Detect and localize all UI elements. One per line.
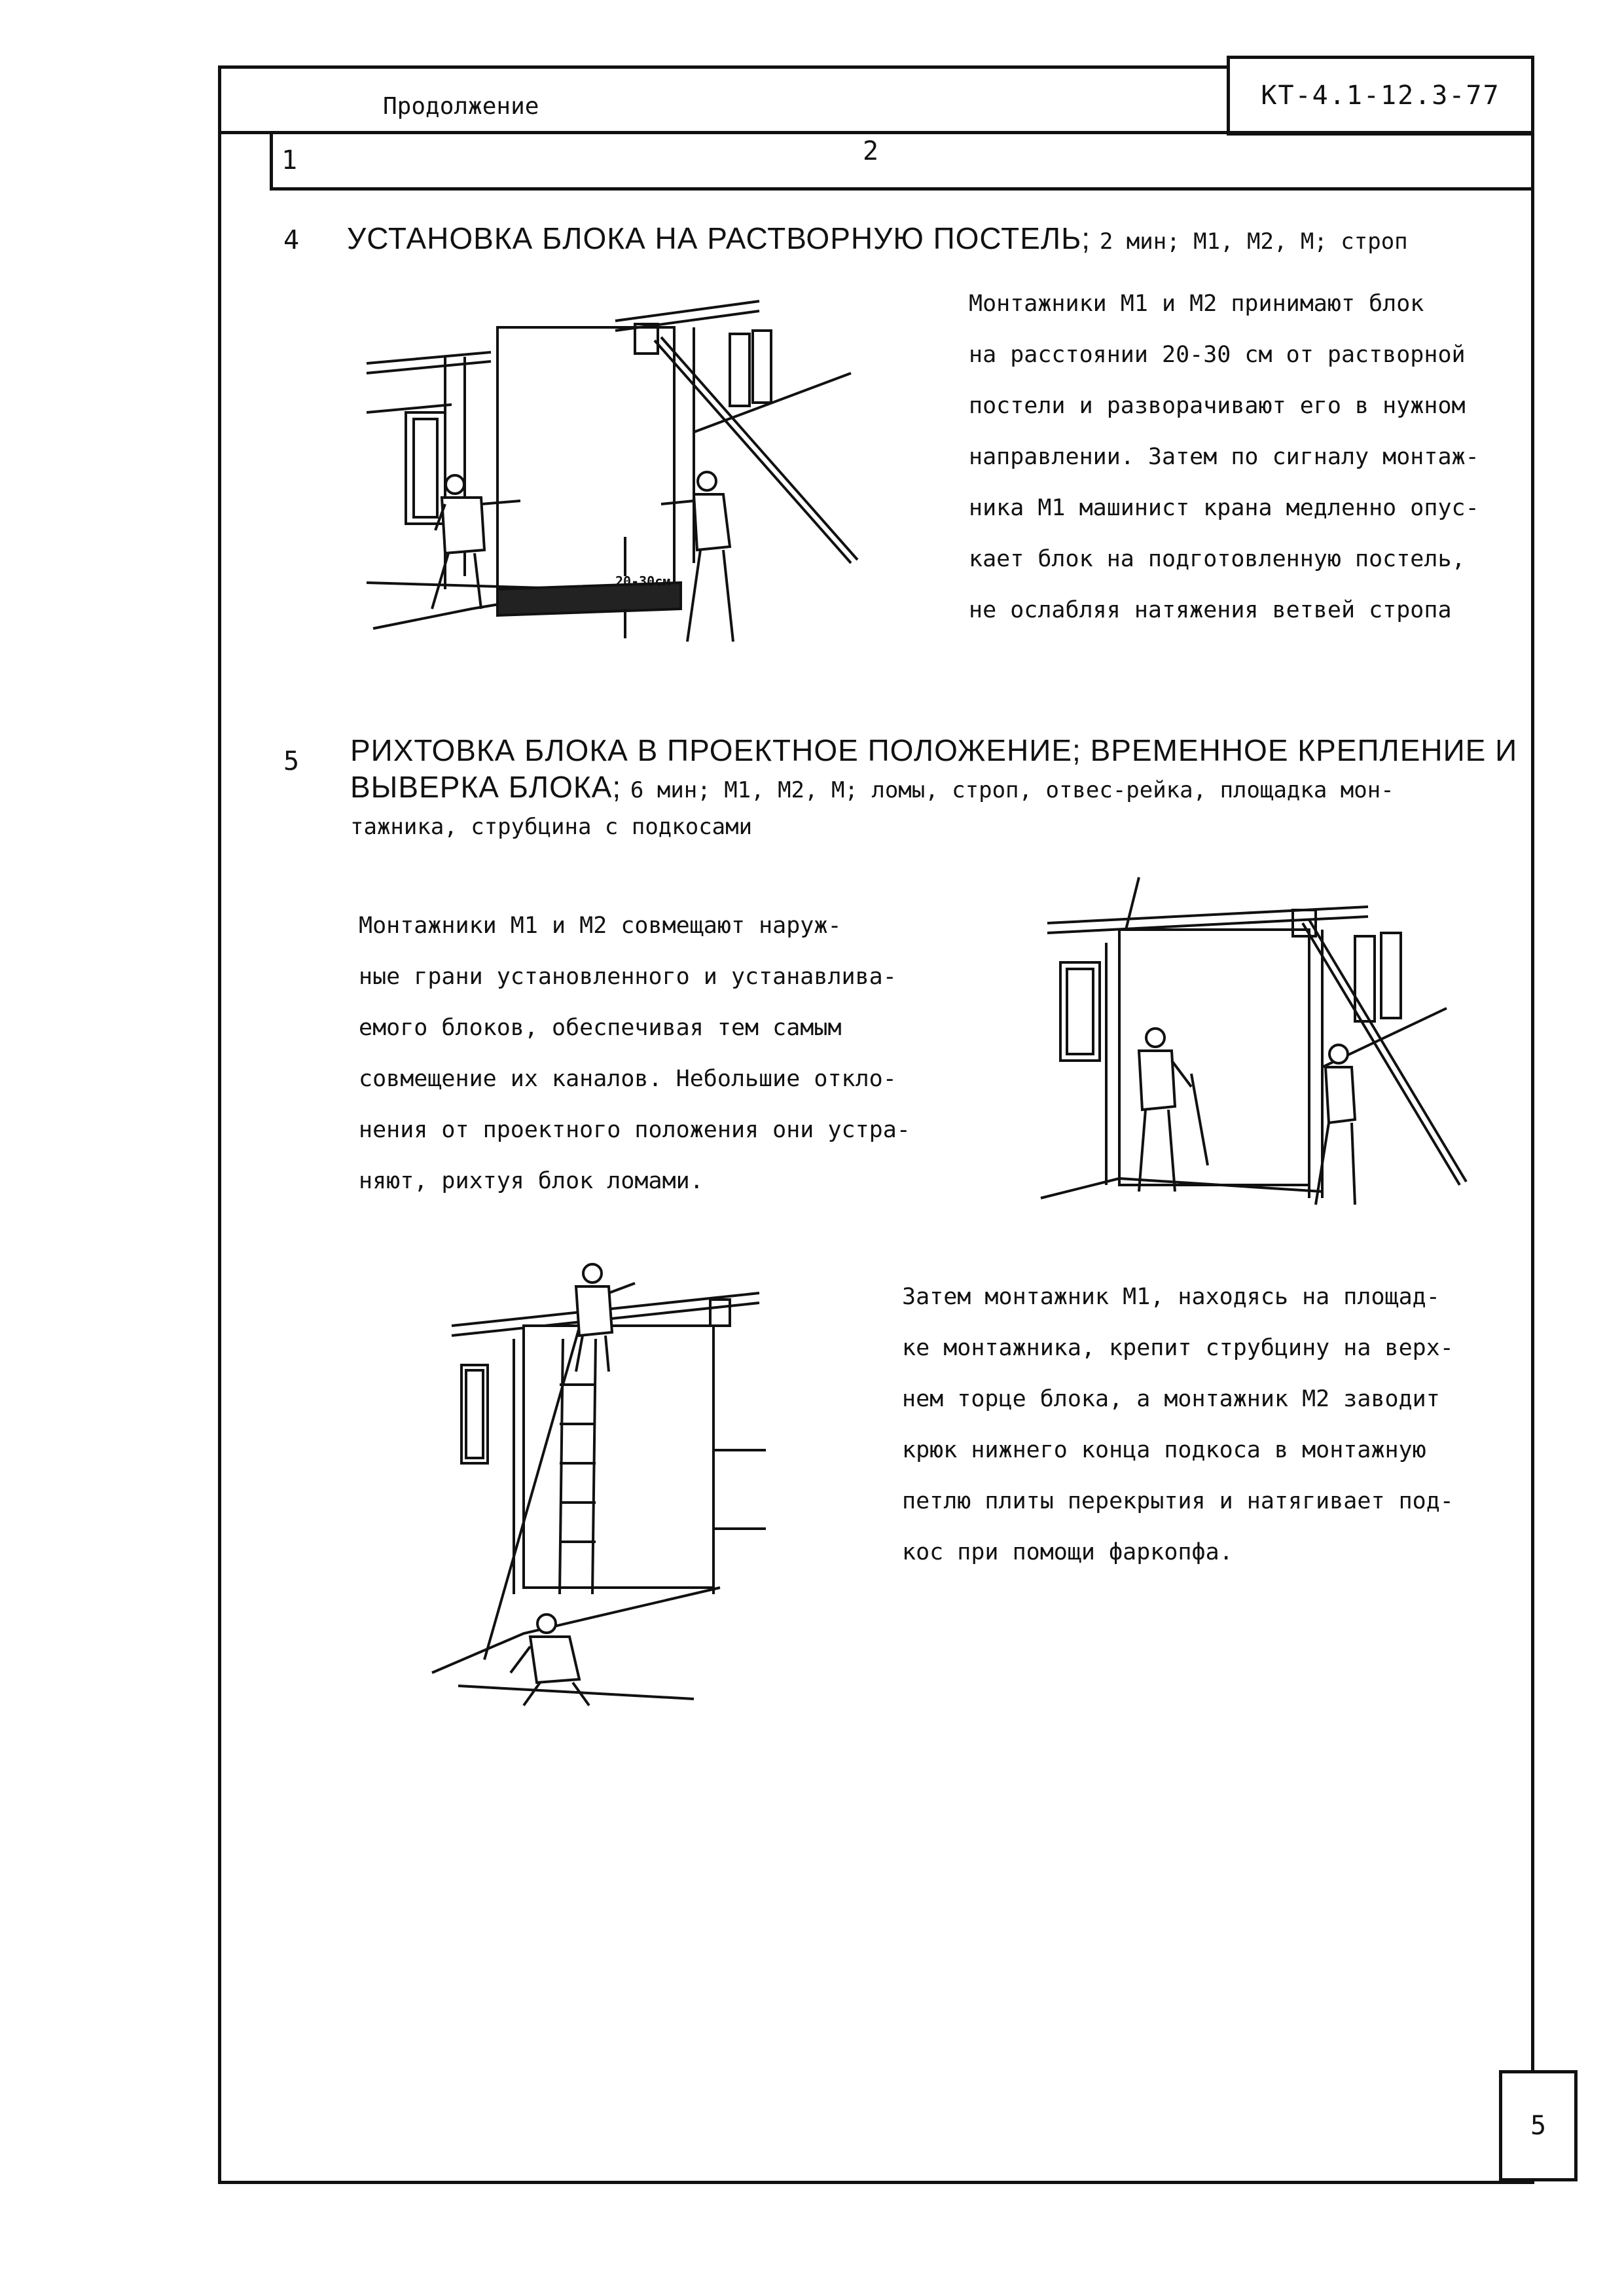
step-5-paragraph-1 <box>359 900 911 1207</box>
step-5-meta-line-2: тажника, струбцина с подкосами <box>350 814 753 840</box>
step-5-heading <box>350 732 1517 845</box>
step-5-title-line-2: ВЫВЕРКА БЛОКА; <box>350 770 622 804</box>
header-divider <box>218 131 1534 134</box>
step-4-meta: 2 мин; M1, M2, M; строп <box>1099 228 1408 255</box>
column-1-label: 1 <box>281 145 298 175</box>
step-4-illustration <box>367 301 923 655</box>
step-5-meta-line-1: 6 мин; M1, M2, M; ломы, строп, отвес-рейка, площадка мон- <box>630 777 1394 803</box>
step-5-rectification-illustration <box>1041 871 1486 1211</box>
step-4-line-3: постели и разворачивают его в нужном <box>969 393 1466 419</box>
column-2-label: 2 <box>863 136 879 166</box>
step-5-number: 5 <box>283 746 300 776</box>
step-5-p1-line-6: няют, рихтуя блок ломами. <box>359 1168 704 1194</box>
step-5-p2-line-2: ке монтажника, крепит струбцину на верх- <box>902 1335 1454 1361</box>
step-4-number: 4 <box>283 225 300 255</box>
step-5-p2-line-5: петлю плиты перекрытия и натягивает под- <box>902 1488 1454 1514</box>
step-5-p2-line-1: Затем монтажник М1, находясь на площад- <box>902 1284 1440 1310</box>
step-5-title-line-1: РИХТОВКА БЛОКА В ПРОЕКТНОЕ ПОЛОЖЕНИЕ; ВРЕМЕННОЕ КРЕПЛЕНИЕ И <box>350 733 1518 767</box>
column-divider <box>270 131 273 189</box>
step-4-description <box>969 278 1479 636</box>
step-5-p2-line-4: крюк нижнего конца подкоса в монтажную <box>902 1437 1426 1463</box>
step-5-p1-line-2: ные грани установленного и устанавлива- <box>359 964 897 990</box>
step-4-line-2: на расстоянии 20-30 см от растворной <box>969 342 1466 368</box>
step-5-p1-line-3: емого блоков, обеспечивая тем самым <box>359 1015 842 1041</box>
step-5-paragraph-2 <box>902 1271 1454 1578</box>
column-header-divider <box>270 187 1534 191</box>
step-4-heading <box>347 220 1408 260</box>
continuation-label: Продолжение <box>383 93 539 120</box>
document-code: КТ-4.1-12.3-77 <box>1227 56 1534 136</box>
step-4-line-1: Монтажники М1 и М2 принимают блок <box>969 291 1424 317</box>
step-4-title: УСТАНОВКА БЛОКА НА РАСТВОРНУЮ ПОСТЕЛЬ; <box>347 221 1091 255</box>
step-5-p1-line-4: совмещение их каналов. Небольшие откло- <box>359 1066 897 1092</box>
page-number: 5 <box>1499 2070 1578 2181</box>
step-4-line-5: ника М1 машинист крана медленно опус- <box>969 495 1479 521</box>
step-5-p1-line-1: Монтажники М1 и М2 совмещают наруж- <box>359 913 842 939</box>
step-4-line-6: кает блок на подготовленную постель, <box>969 546 1466 572</box>
step-4-line-7: не ослабляя натяжения ветвей стропа <box>969 597 1452 623</box>
step-5-p2-line-3: нем торце блока, а монтажник М2 заводит <box>902 1386 1440 1412</box>
step-4-line-4: направлении. Затем по сигналу монтаж- <box>969 444 1479 470</box>
step-5-p1-line-5: нения от проектного положения они устра- <box>359 1117 911 1143</box>
step-5-p2-line-6: кос при помощи фаркопфа. <box>902 1539 1233 1565</box>
step-5-fastening-illustration <box>432 1254 799 1712</box>
gap-dimension-label: 20-30см <box>615 574 671 589</box>
